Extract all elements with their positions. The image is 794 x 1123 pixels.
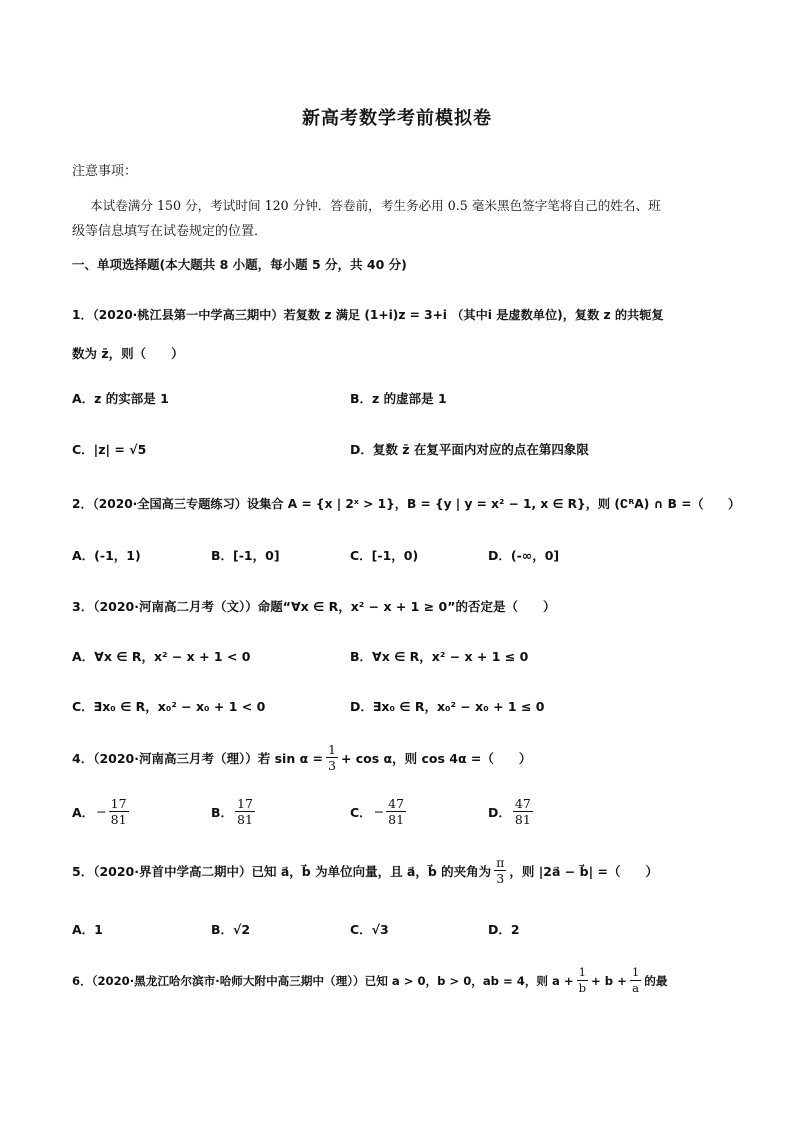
question-4-stem-prefix: 4．（2020·河南高三月考（理））若 sin α = [72,750,323,766]
question-6-stem-middle: + b + [591,973,627,988]
question-5-stem [72,855,658,886]
question-2-option-c: C．[-1，0) [350,548,419,563]
question-4-option-d [488,796,533,827]
question-1-stem-line-1: 1．（2020·桃江县第一中学高三期中）若复数 z 满足 (1+i)z = 3+i （其中i 是虚数单位)，复数 z 的共轭复 [72,308,664,322]
question-2-option-a: A．(-1，1) [72,548,141,563]
question-4-option-d-fraction [513,796,533,827]
question-4-fraction [326,742,338,773]
question-5-stem-suffix: ，则 |2a⃗ − b⃗| =（ ） [509,863,658,879]
page-title: 新高考数学考前模拟卷 [302,108,492,129]
question-3-option-d: D．∃x₀ ∈ R，x₀² − x₀ + 1 ≤ 0 [350,699,545,714]
notice-line-2: 级等信息填写在试卷规定的位置． [72,224,268,239]
question-5-fraction-denominator: 3 [496,871,505,886]
question-4-option-d-numerator: 47 [514,796,531,811]
question-4-option-b [211,796,255,827]
question-5-stem-prefix: 5．（2020·界首中学高二期中）已知 a⃗，b⃗ 为单位向量，且 a⃗，b⃗ 的夹角为 [72,863,492,879]
question-6-fraction-1-denominator: b [578,981,587,995]
notice-heading: 注意事项： [72,164,138,179]
question-4-option-c-sign: − [373,804,385,819]
section-heading: 一、单项选择题(本大题共 8 小题，每小题 5 分，共 40 分) [72,257,407,272]
question-3-option-c: C．∃x₀ ∈ R，x₀² − x₀ + 1 < 0 [72,699,266,714]
question-3-option-b: B．∀x ∈ R，x² − x + 1 ≤ 0 [350,649,529,664]
question-4-option-c-label: C． [350,804,372,820]
question-2-stem: 2．（2020·全国高三专题练习）设集合 A = {x | 2ˣ > 1}，B = {y | y = x² − 1, x ∈ R}，则 (∁ᴿA) ∩ B =（ ） [72,497,741,511]
notice-line-1: 本试卷满分 150 分，考试时间 120 分钟．答卷前，考生务必用 0.5 毫米黑色签字笔将自己的姓名、班 [90,198,661,213]
question-5-option-c: C．√3 [350,922,389,937]
question-4-option-a-sign: − [96,804,107,819]
question-4-option-d-label: D． [488,804,511,820]
question-6-fraction-1-numerator: 1 [578,965,587,979]
question-3-option-a: A．∀x ∈ R，x² − x + 1 < 0 [72,649,251,664]
question-6-stem-prefix: 6．（2020·黑龙江哈尔滨市·哈师大附中高三期中（理））已知 a > 0，b > 0，ab = 4，则 a + [72,973,574,988]
question-5-fraction [494,855,506,886]
question-4-option-c [350,796,406,827]
question-5-option-a: A．1 [72,922,103,937]
question-5-option-b: B．√2 [211,922,251,937]
question-4-option-a-numerator: 17 [110,796,127,811]
question-6-fraction-2-denominator: a [632,981,639,995]
question-6-fraction-1 [577,965,588,996]
question-4-option-a-label: A． [72,804,95,820]
question-4-option-b-fraction [235,796,255,827]
question-4-option-d-denominator: 81 [514,812,531,827]
question-3-stem: 3．（2020·河南高二月考（文））命题“∀x ∈ R，x² − x + 1 ≥ 0”的否定是（ ） [72,599,556,614]
question-4-option-b-numerator: 17 [237,796,253,811]
question-2-option-d: D．(-∞，0] [488,548,560,563]
question-1-option-c: C．|z| = √5 [72,442,147,457]
question-1-option-d: D．复数 z̄ 在复平面内对应的点在第四象限 [350,442,589,457]
question-1-option-a: A．z 的实部是 1 [72,391,169,406]
question-6-stem-suffix: 的最 [644,973,668,988]
question-1-stem-line-2: 数为 z̄，则（ ） [72,346,184,361]
question-4-option-b-denominator: 81 [237,812,253,827]
question-4-fraction-denominator: 3 [327,758,336,773]
question-4-option-c-fraction [386,796,406,827]
question-6-fraction-2-numerator: 1 [631,965,640,979]
question-4-fraction-numerator: 1 [327,742,336,757]
question-4-option-a-fraction [109,796,129,827]
question-2-option-b: B．[-1，0] [211,548,280,563]
question-4-option-b-label: B． [211,804,234,820]
question-4-stem [72,742,531,773]
question-1-option-b: B．z 的虚部是 1 [350,391,447,406]
question-4-option-a-denominator: 81 [110,812,127,827]
question-4-option-a [72,796,129,827]
question-4-stem-suffix: + cos α，则 cos 4α =（ ） [340,750,532,766]
question-4-option-c-numerator: 47 [388,796,405,811]
question-6-stem [72,965,667,996]
question-5-option-d: D．2 [488,922,520,937]
question-5-fraction-numerator: π [496,855,505,870]
question-4-option-c-denominator: 81 [388,812,405,827]
question-6-fraction-2 [630,965,641,996]
